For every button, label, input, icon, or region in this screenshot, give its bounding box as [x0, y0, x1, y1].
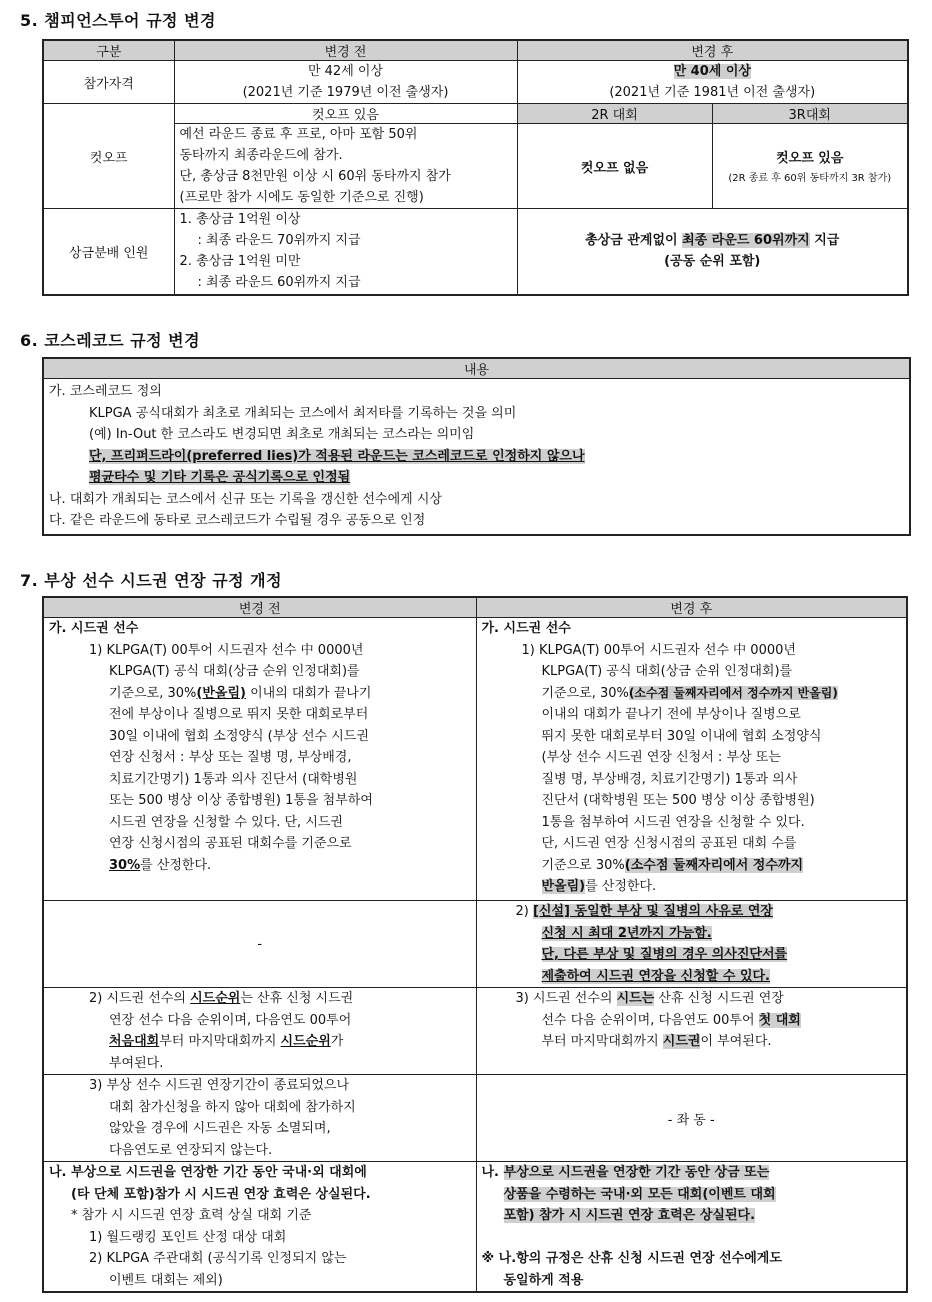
prize-before: 1. 총상금 1억원 이상 : 최종 라운드 70위까지 지급 2. 총상금 1억원 미만 : 최종 라운드 60위까지 지급 — [174, 209, 517, 295]
label-eligibility: 참가자격 — [43, 61, 174, 104]
cutoff-2r-head: 2R 대회 — [517, 104, 712, 124]
expiry-after: - 좌 동 - — [476, 1075, 907, 1162]
row-seed-rank — [43, 988, 907, 1075]
cutoff-2r: 컷오프 없음 — [517, 124, 712, 209]
eligibility-before: 만 42세 이상 (2021년 기준 1979년 이전 출생자) — [174, 61, 517, 104]
header-content: 내용 — [43, 358, 910, 379]
seed-after: 가. 시드권 선수 1) KLPGA(T) 00투어 시드권자 선수 中 0000년 KLPGA(T) 공식 대회(상금 순위 인정대회)를 기준으로, 30%(소수점 둘째자리에서 정수까지 반올림) 이내의 대회가 끝나기 전에 부상이나 질병으로 뛰지 못한 대회로부터 30일 이내에 협회 소정양식 (부상 선수 시드권 연장 신청서 : 부상 또는 질병 명, 부상배경, 치료기간명기) 1통과 의사 진단서 (대학병원 또는 500 병상 이상 종합병원) 1통을 첨부하여 시드권 연장을 신청할 수 있다. 단, 시드권 연장 신청시점의 공표된 대회 수를 기준으로 30%(소수점 둘째자리에서 정수까지 반올림)를 산정한다. — [476, 618, 907, 901]
expiry-before: 3) 부상 선수 시드권 연장기간이 종료되었으나 대회 참가신청을 하지 않아 대회에 참가하지 않았을 경우에 시드권은 자동 소멸되며, 다음연도로 연장되지 않는다. — [43, 1075, 476, 1162]
cutoff-3r: 컷오프 있음 (2R 종료 후 60위 동타까지 3R 참가) — [712, 124, 908, 209]
seed-before: 가. 시드권 선수 1) KLPGA(T) 00투어 시드권자 선수 中 0000년 KLPGA(T) 공식 대회(상금 순위 인정대회)를 기준으로, 30%(반올림) 이내의 대회가 끝나기 전에 부상이나 질병으로 뛰지 못한 대회로부터 30일 이내에 협회 소정양식 (부상 선수 시드권 연장 신청서 : 부상 또는 질병 명, 부상배경, 치료기간명기) 1통과 의사 진단서 (대학병원 또는 500 병상 이상 종합병원) 1통을 첨부하여 시드권 연장을 신청할 수 있다. 단, 시드권 연장 신청시점의 공표된 대회수를 기준으로 30%를 산정한다. — [43, 618, 476, 901]
row-seed-player — [43, 618, 907, 901]
section-7-table — [42, 596, 908, 1293]
label-prize: 상금분배 인원 — [43, 209, 174, 295]
cutoff-before-head: 컷오프 있음 — [174, 104, 517, 124]
participation-before: 나. 부상으로 시드권을 연장한 기간 동안 국내·외 대회에 (타 단체 포함)참가 시 시드권 연장 효력은 상실된다. * 참가 시 시드권 연장 효력 상실 대회 기준 1) 월드랭킹 포인트 산정 대상 대회 2) KLPGA 주관대회 (공식기록 인정되지 않는 이벤트 대회는 제외) — [43, 1162, 476, 1293]
header-after: 변경 후 — [517, 40, 908, 61]
section-6-title: 6. 코스레코드 규정 변경 — [20, 331, 201, 350]
row-participation — [43, 1162, 907, 1293]
header-before: 변경 전 — [174, 40, 517, 61]
new-rule-before: - — [43, 901, 476, 988]
seed-rank-before: 2) 시드권 선수의 시드순위는 산휴 신청 시드권 연장 선수 다음 순위이며, 다음연도 00투어 처음대회부터 마지막대회까지 시드순위가 부여된다. — [43, 988, 476, 1075]
header-after-7: 변경 후 — [476, 597, 907, 618]
section-5-title: 5. 챔피언스투어 규정 변경 — [20, 11, 216, 30]
prize-after: 총상금 관계없이 최종 라운드 60위까지 지급 (공동 순위 포함) — [517, 209, 908, 295]
section-5-table — [42, 39, 909, 296]
row-expiry — [43, 1075, 907, 1162]
course-record-content: 가. 코스레코드 정의 KLPGA 공식대회가 최초로 개최되는 코스에서 최저타를 기록하는 것을 의미 (예) In-Out 한 코스라도 변경되면 최초로 개최되는 코스라는 의미임 단, 프리퍼드라이(preferred lies)가 적용된 라운드는 코스레코드로 인정하지 않으나 평균타수 및 기타 기록은 공식기록으로 인정됨 나. 대회가 개최되는 코스에서 신규 또는 기록을 갱신한 선수에게 시상 다. 같은 라운드에 동타로 코스레코드가 수립될 경우 공동으로 인정 — [43, 379, 910, 535]
row-course-record — [43, 379, 910, 535]
row-eligibility — [43, 61, 908, 104]
cutoff-3r-head: 3R대회 — [712, 104, 908, 124]
row-new-rule — [43, 901, 907, 988]
header-before-7: 변경 전 — [43, 597, 476, 618]
participation-after: 나. 부상으로 시드권을 연장한 기간 동안 상금 또는 상품을 수령하는 국내·외 모든 대회(이벤트 대회 포함) 참가 시 시드권 연장 효력은 상실된다. ※ 나.항의 규정은 산휴 신청 시드권 연장 선수에게도 동일하게 적용 — [476, 1162, 907, 1293]
cutoff-before: 예선 라운드 종료 후 프로, 아마 포함 50위 동타까지 최종라운드에 참가. 단, 총상금 8천만원 이상 시 60위 동타까지 참가 (프로만 참가 시에도 동일한 기준으로 진행) — [174, 124, 517, 209]
header-category: 구분 — [43, 40, 174, 61]
eligibility-after: 만 40세 이상 (2021년 기준 1981년 이전 출생자) — [517, 61, 908, 104]
row-prize — [43, 209, 908, 295]
section-6-table — [42, 357, 911, 536]
seed-rank-after: 3) 시드권 선수의 시드는 산휴 신청 시드권 연장 선수 다음 순위이며, 다음연도 00투어 첫 대회 부터 마지막대회까지 시드권이 부여된다. — [476, 988, 907, 1075]
section-7-title: 7. 부상 선수 시드권 연장 규정 개정 — [20, 571, 283, 590]
label-cutoff: 컷오프 — [43, 104, 174, 209]
new-rule-after: 2) [신설] 동일한 부상 및 질병의 사유로 연장 신청 시 최대 2년까지 가능함. 단, 다른 부상 및 질병의 경우 의사진단서를 제출하여 시드권 연장을 신청할 수 있다. — [476, 901, 907, 988]
